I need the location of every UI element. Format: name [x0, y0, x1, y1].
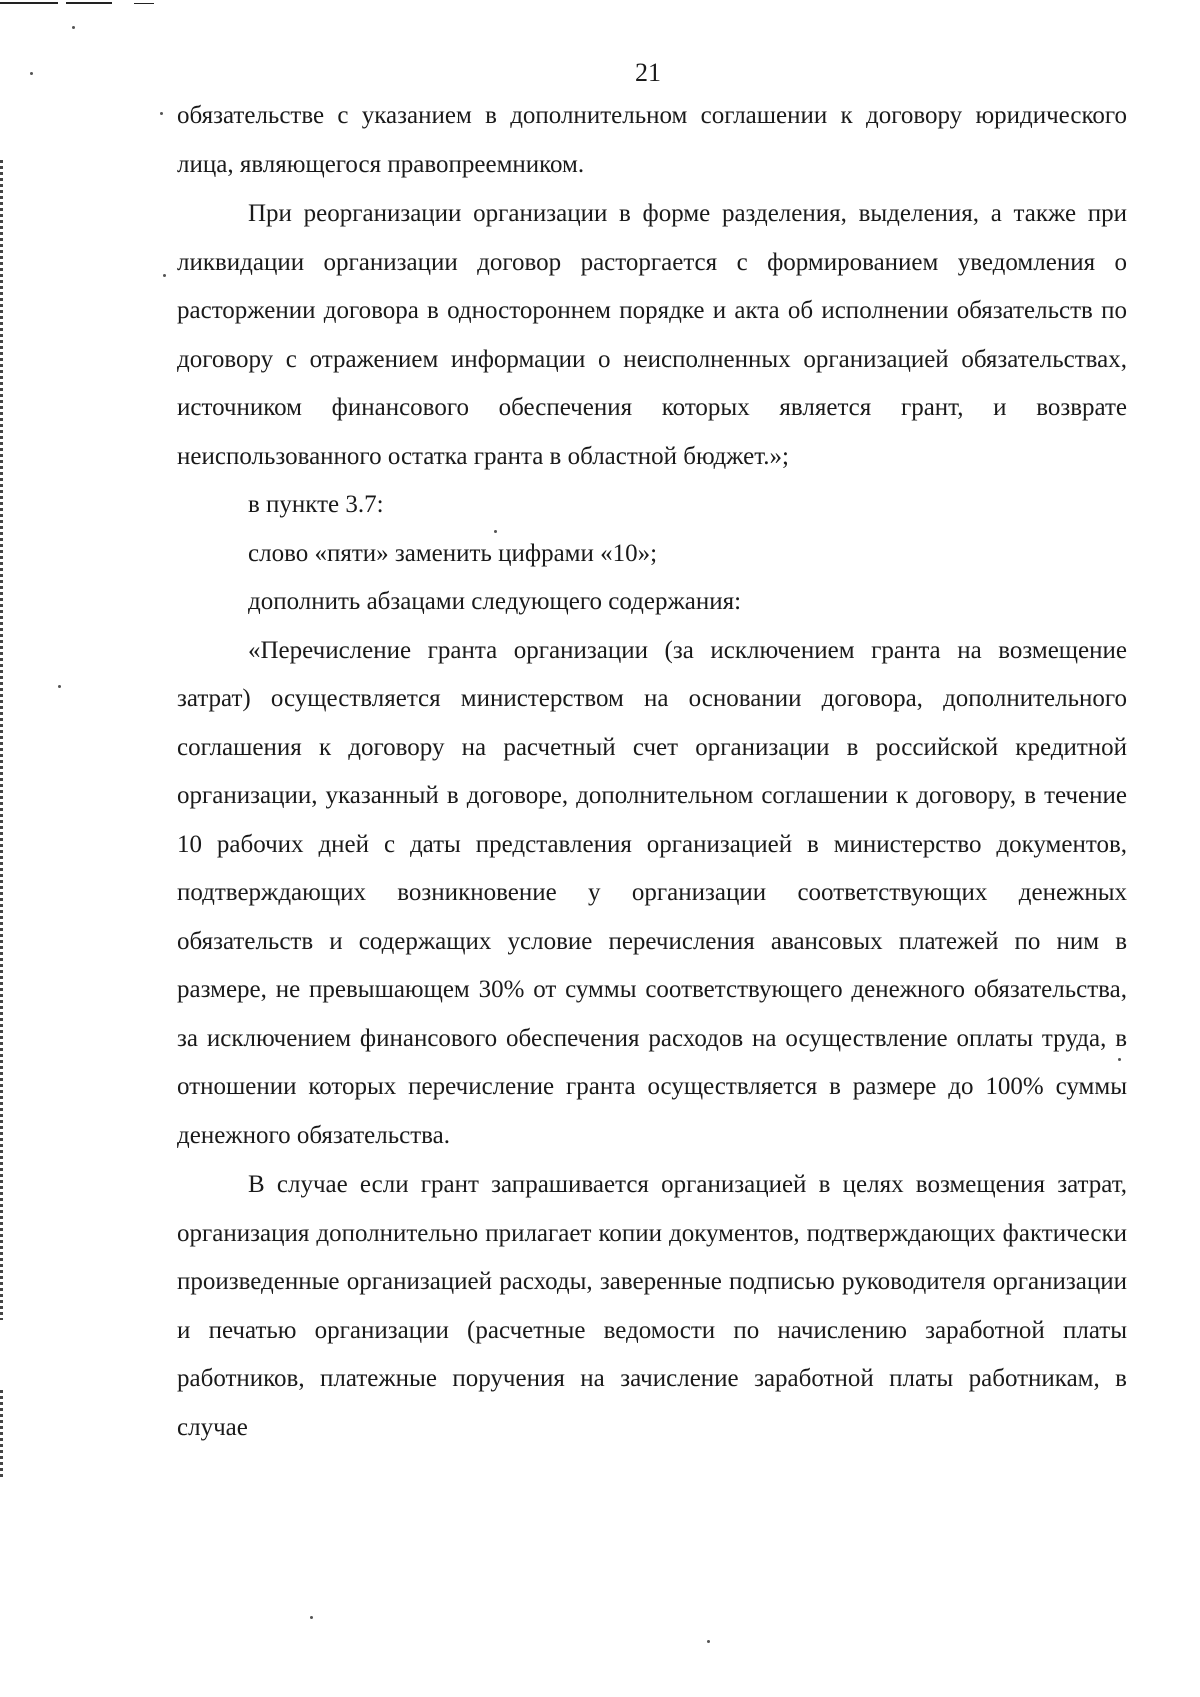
paragraph: «Перечисление гранта организации (за исключением гранта на возмещение затрат) осуществляется министерством на основании договора, дополнительного соглашения к договору на расчетный счет организации в российской кредитной организации, указанный в договоре, дополнительном соглашении к договору, в течение 10 рабочих дней с даты представления организацией в министерство документов, подтверждающих возникновение у организации соответствующих денежных обязательств и содержащих условие перечисления авансовых платежей по ним в размере, не превышающем 30% от суммы соответствующего денежного обязательства, за исключением финансового обеспечения расходов на осуществление оплаты труда, в отношении которых перечисление гранта осуществляется в размере до 100% суммы денежного обязательства.: [177, 636, 1127, 1149]
paragraph: в пункте 3.7:: [248, 491, 384, 518]
document-body: [177, 92, 1127, 1452]
scan-left-edge: [0, 160, 3, 1320]
scan-speck: [160, 112, 163, 115]
paragraph: дополнить абзацами следующего содержания:: [248, 588, 742, 615]
paragraph: слово «пяти» заменить цифрами «10»;: [248, 539, 658, 567]
paragraph: обязательстве с указанием в дополнительном соглашении к договору юридического лица, являющегося правопреемником.: [177, 102, 1127, 178]
paragraph: В случае если грант запрашивается организацией в целях возмещения затрат, организация дополнительно прилагает копии документов, подтверждающих фактически произведенные организацией расходы, заверенные подписью руководителя организации и печатью организации (расчетные ведомости по начислению заработной платы работников, платежные поручения на зачисление заработной платы работникам, в случае: [177, 1171, 1127, 1441]
page-number: 21: [635, 58, 661, 87]
scan-speck: [58, 685, 61, 688]
scan-edge-mark: [0, 0, 150, 6]
scan-speck: [310, 1616, 313, 1619]
paragraph: При реорганизации организации в форме разделения, выделения, а также при ликвидации организации договор расторгается с формированием уведомления о расторжении договора в одностороннем порядке и акта об исполнении обязательств по договору с отражением информации о неисполненных организацией обязательствах, источником финансового обеспечения которых является грант, и возврате неиспользованного остатка гранта в областной бюджет.»;: [177, 200, 1127, 470]
scan-speck: [163, 274, 166, 277]
scan-left-edge: [0, 1390, 3, 1480]
scan-speck: [72, 26, 75, 29]
scan-speck: [707, 1640, 710, 1643]
